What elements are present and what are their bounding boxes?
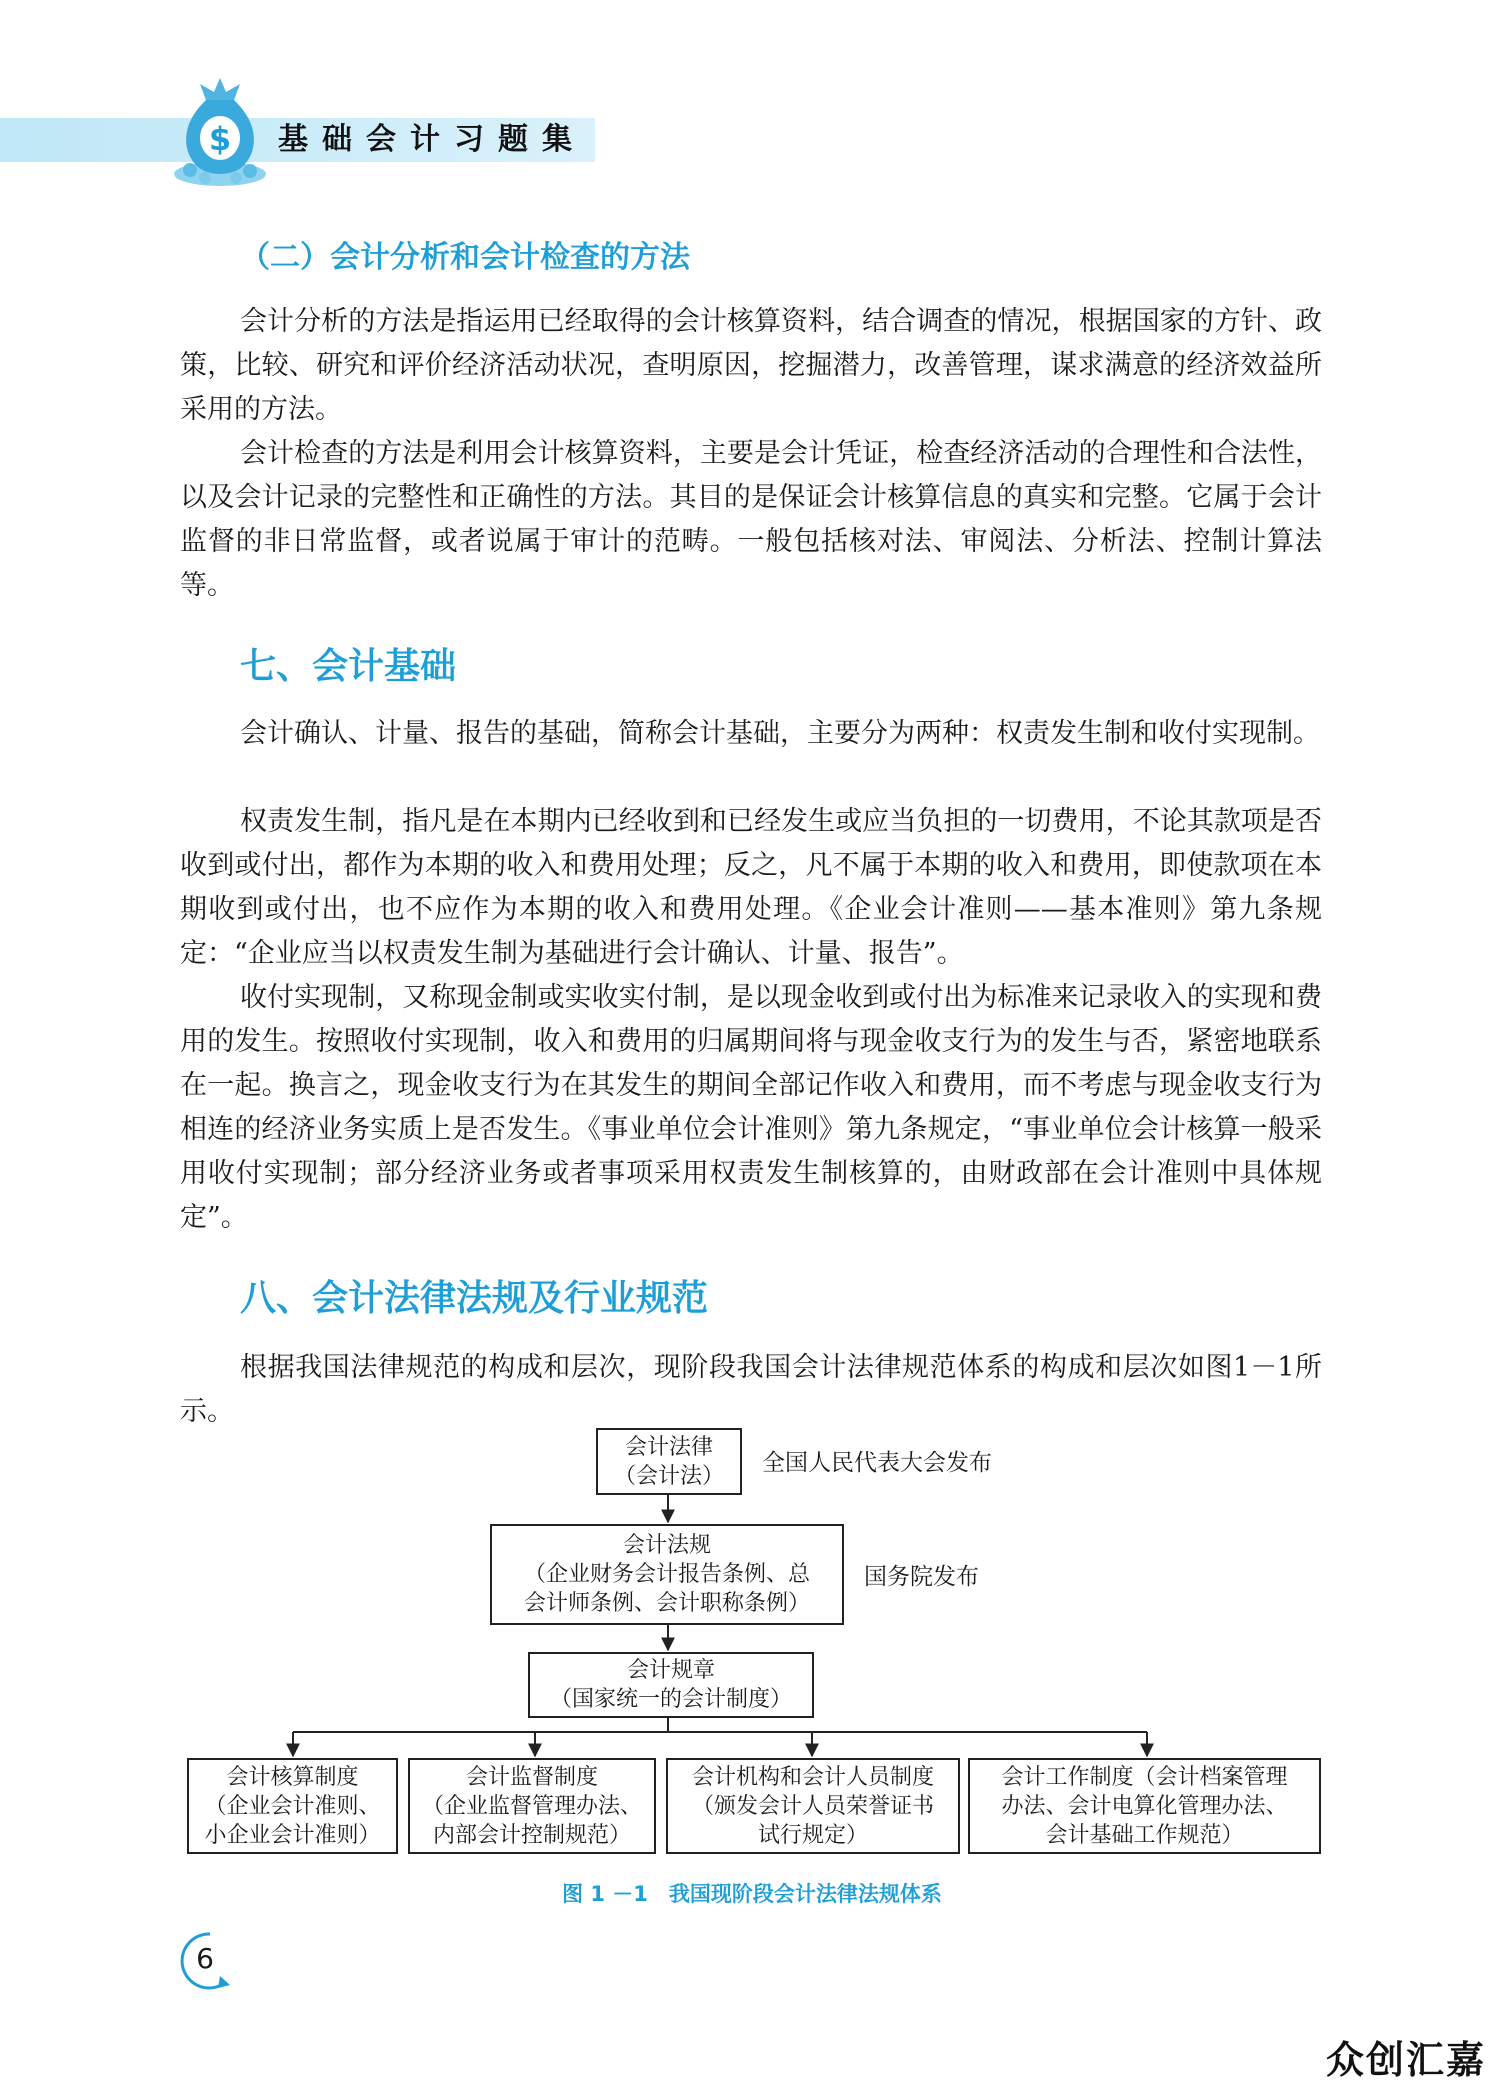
accounting-system-box [666,1758,960,1854]
box-line: 会计工作制度（会计档案管理 [1001,1764,1288,1790]
box-line: 试行规定） [757,1822,868,1848]
box-line: 会计师条例、会计职称条例） [523,1591,810,1616]
box-line: 会计基础工作规范） [1045,1822,1244,1848]
section-heading: 八、会计法律法规及行业规范 [240,1278,709,1319]
box-line: （会计法） [613,1463,724,1489]
accounting-system-box [408,1758,656,1854]
box-line: 会计法律 [624,1434,713,1460]
accounting-regulation-box [490,1524,844,1625]
subsection-heading: （二）会计分析和会计检查的方法 [240,240,690,275]
box-line: （企业财务会计报告条例、总 [523,1562,810,1587]
accounting-system-box [187,1758,398,1854]
paragraph: 会计确认、计量、报告的基础，简称会计基础，主要分为两种：权责发生制和收付实现制。 [240,718,1320,749]
law-publisher-note: 全国人民代表大会发布 [762,1450,992,1476]
paragraph: 根据我国法律规范的构成和层次，现阶段我国会计法律规范体系的构成和层次如图1－1所示。 [180,1352,1322,1427]
box-line: 会计机构和会计人员制度 [691,1764,934,1790]
figure-caption: 图 1 －1 我国现阶段会计法律法规体系 [562,1882,942,1906]
box-line: （国家统一的会计制度） [549,1687,792,1712]
paragraph: 权责发生制，指凡是在本期内已经收到和已经发生或应当负担的一切费用，不论其款项是否收到或付出，都作为本期的收入和费用处理；反之，凡不属于本期的收入和费用，即使款项在本期收到或付出，也不应作为本期的收入和费用处理。《企业会计准则——基本准则》第九条规定：“企业应当以权责发生制为基础进行会计确认、计量、报告”。 [180,806,1322,969]
watermark: 众创汇嘉 [1325,2038,1486,2082]
box-line: 会计规章 [626,1658,715,1683]
box-line: （企业会计准则、 [204,1793,381,1819]
box-line: 会计法规 [622,1533,711,1558]
box-line: （企业监督管理办法、 [421,1793,642,1819]
box-line: 小企业会计准则） [204,1822,381,1848]
paragraph: 会计检查的方法是利用会计核算资料，主要是会计凭证，检查经济活动的合理性和合法性，以及会计记录的完整性和正确性的方法。其目的是保证会计核算信息的真实和完整。它属于会计监督的非日常监督，或者说属于审计的范畴。一般包括核对法、审阅法、分析法、控制计算法等。 [180,438,1322,601]
regulation-publisher-note: 国务院发布 [864,1564,979,1590]
book-title: 基础会计习题集 [278,122,586,157]
accounting-law-box [596,1428,742,1495]
box-line: （颁发会计人员荣誉证书 [691,1793,934,1819]
svg-text:$: $ [208,120,232,158]
paragraph: 收付实现制，又称现金制或实收实付制，是以现金收到或付出为标准来记录收入的实现和费用的发生。按照收付实现制，收入和费用的归属期间将与现金收支行为的发生与否，紧密地联系在一起。换言之，现金收支行为在其发生的期间全部记作收入和费用，而不考虑与现金收支行为相连的经济业务实质上是否发生。《事业单位会计准则》第九条规定，“事业单位会计核算一般采用收付实现制；部分经济业务或者事项采用权责发生制核算的，由财政部在会计准则中具体规定”。 [180,982,1322,1233]
box-line: 内部会计控制规范） [432,1822,631,1848]
box-line: 办法、会计电算化管理办法、 [1001,1793,1288,1819]
box-line: 会计监督制度 [465,1764,598,1790]
box-line: 会计核算制度 [226,1764,359,1790]
accounting-system-box [968,1758,1321,1854]
section-heading: 七、会计基础 [240,646,457,687]
accounting-rule-box [528,1652,814,1718]
page-number: 6 [196,1942,214,1975]
paragraph: 会计分析的方法是指运用已经取得的会计核算资料，结合调查的情况，根据国家的方针、政策，比较、研究和评价经济活动状况，查明原因，挖掘潜力，改善管理，谋求满意的经济效益所采用的方法。 [180,306,1322,425]
